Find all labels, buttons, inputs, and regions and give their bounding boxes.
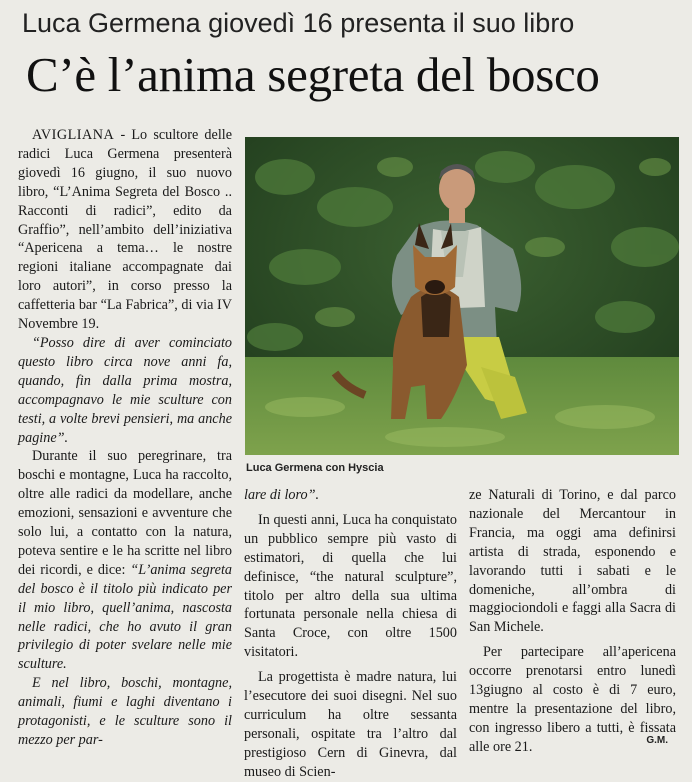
paragraph: In questi anni, Luca ha conquistato un pubblico sempre più vasto di estimatori, di quella che lui definisce, “the natural sculpture”, titolo per altro della sua ultima fortunata personale nella chiesa di Santa Croce, con oltre 1500 visitatori. [244,511,457,661]
article-column-1 [18,126,232,750]
article-photo [245,137,679,455]
paragraph: Per partecipare all’apericena occorre prenotarsi entro lunedì 13giugno al costo è di 7 euro, mentre la presentazione del libro, con ingresso libero a tutti, è fissata alle ore 21. [469,644,676,755]
paragraph: ze Naturali di Torino, e dal parco nazionale del Mercantour in Francia, ma oggi ama definirsi artista di strada, esponendo e lavorando tutti i sabati e le domeniche, all’ombra di maggiociondoli e faggi alla Sacra di San Michele. [469,487,676,636]
photo-caption: Luca Germena con Hyscia [246,462,384,474]
quote-text: “L’anima segreta del bosco è il titolo più indicato per il mio libro, quell’anima, nascosta nelle radici, che ho avuto il gran privilegio di poter svelare nelle mie sculture. [18,561,232,673]
article-column-3 [469,486,676,757]
kicker: Luca Germena giovedì 16 presenta il suo libro [22,8,575,38]
author-signature: G.M. [646,735,668,746]
paragraph: La progettista è madre natura, lui l’esecutore dei suoi disegni. Nel suo curriculum ha oltre sessanta personali, ospitate tra l’altro dal prestigioso Cern di Ginevra, dal museo di Scien- [244,669,457,780]
paragraph [18,126,232,334]
quote-paragraph: “Posso dire di aver cominciato questo libro circa nove anni fa, quando, fin dalla prima mostra, accompagnavo le mie sculture con testi, a volte brevi pensieri, ma anche pagine”. [18,334,232,446]
paragraph [18,447,232,674]
quote-paragraph: E nel libro, boschi, montagne, animali, fiumi e laghi diventano i protagonisti, e le sculture sono il mezzo per par- [18,675,232,748]
headline: C’è l’anima segreta del bosco [26,47,600,102]
dateline: AVIGLIANA [32,127,115,143]
paragraph-text: Durante il suo peregrinare, tra boschi e montagne, Luca ha raccolto, oltre alle radici da modellare, anche emozioni, sensazioni e avventure che solo lui, a contatto con la natura, poteva sentire e le ha scritte nel libro dei ricordi, e dice: [18,448,232,578]
quote-paragraph: lare di loro”. [244,487,320,503]
article-column-2 [244,486,457,782]
paragraph-text: - Lo scultore delle radici Luca Germena presenterà giovedì 16 giugno, il suo nuovo libro, “L’Anima Segreta del Bosco .. Racconti di radici”, edito da Graffio”, nell’ambito dell’iniziativa “Apericena a tema… le nostre regioni italiane accompagnate dai loro autori”, in corso presso la caffetteria bar “La Fabrica”, di via IV Novembre 19. [18,127,232,333]
photo-man-with-dog [245,137,679,455]
